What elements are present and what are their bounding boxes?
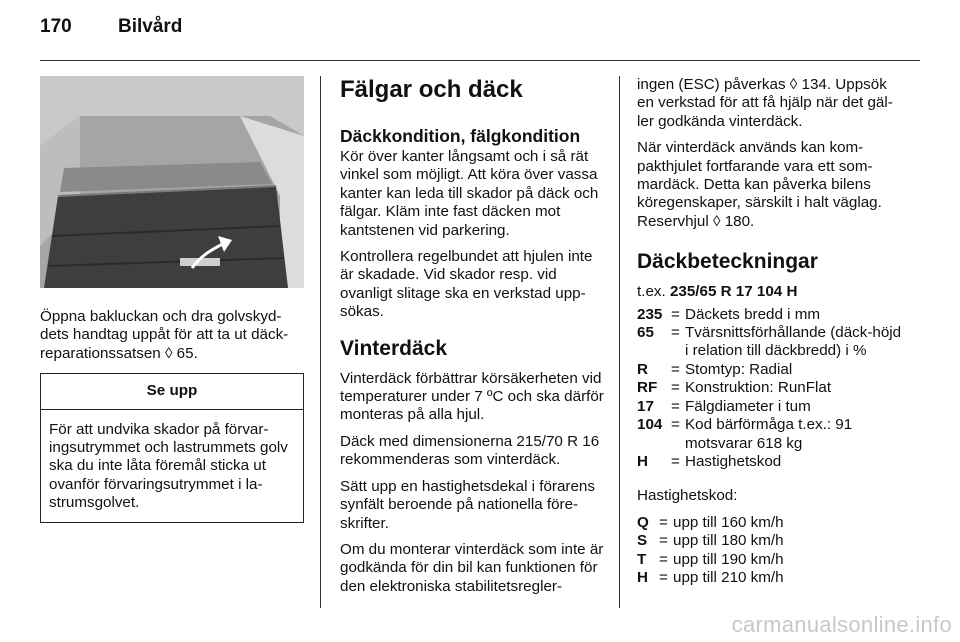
speed-value: upp till 210 km/h — [673, 568, 784, 586]
column-right — [637, 76, 903, 587]
equals-sign: = — [671, 324, 680, 342]
warning-body: För att undvika skador på förvar-ingsutrymmet och lastrummets golv ska du inte låta föremål sticka ut ovanför förvaringsutrymmet i la-strumsgolvet. — [49, 420, 288, 512]
column-divider-2 — [619, 76, 620, 608]
paragraph-esc-cont: ingen (ESC) påverkas ◊ 134. Uppsök en verkstad för att få hjälp när det gäl-ler godkända vinterdäck. — [637, 76, 893, 130]
watermark: carmanualsonline.info — [731, 612, 952, 637]
tyre-example-prefix: t.ex. — [637, 283, 666, 301]
equals-sign: = — [659, 550, 668, 568]
subheading-winter-tyres: Vinterdäck — [340, 336, 447, 360]
code-value: Kod bärförmåga t.ex.: 91 motsvarar 618 kg — [685, 416, 853, 452]
table-row — [637, 514, 903, 532]
paragraph-inspect: Kontrollera regelbundet att hjulen inte är skadade. Vid skador resp. vid ovanligt slitage ska en verkstad upp-sökas. — [340, 248, 593, 321]
code-key: RF — [637, 379, 658, 397]
speed-value: upp till 160 km/h — [673, 513, 784, 531]
equals-sign: = — [659, 532, 668, 550]
header-rule — [40, 60, 920, 61]
equals-sign: = — [671, 360, 680, 378]
code-value: Konstruktion: RunFlat — [685, 379, 832, 397]
column-left — [40, 76, 304, 523]
table-row — [637, 398, 903, 416]
tyre-code-table — [637, 306, 903, 472]
equals-sign: = — [671, 452, 680, 470]
code-key: H — [637, 452, 648, 470]
table-row — [637, 416, 903, 453]
page-title: Bilvård — [118, 16, 183, 37]
table-row — [637, 551, 903, 569]
code-value: Tvärsnittsförhållande (däck-höjd i relation till däckbredd) i % — [685, 324, 902, 360]
paragraph-compact-wheel: När vinterdäck används kan kom-pakthjulet fortfarande vara ett som-mardäck. Detta kan påverka bilens köregenskaper, särskilt i halt väglag. Reservhjul ◊ 180. — [637, 139, 882, 230]
equals-sign: = — [671, 416, 680, 434]
speed-value: upp till 190 km/h — [673, 550, 784, 568]
warning-title: Se upp — [41, 374, 303, 409]
equals-sign: = — [671, 397, 680, 415]
table-row — [637, 306, 903, 324]
code-value: Stomtyp: Radial — [685, 360, 793, 378]
code-key: 104 — [637, 416, 663, 434]
code-value: Hastighetskod — [685, 452, 782, 470]
table-row — [637, 361, 903, 379]
speed-value: upp till 180 km/h — [673, 532, 784, 550]
column-middle — [340, 76, 604, 604]
tyre-example — [637, 283, 903, 301]
subheading-condition: Däckkondition, fälgkondition — [340, 126, 581, 146]
trunk-floor-photo — [40, 76, 304, 288]
equals-sign: = — [659, 513, 668, 531]
warning-box — [40, 373, 304, 522]
table-row — [637, 324, 903, 361]
table-row — [637, 532, 903, 550]
section-heading-tyre-designations: Däckbeteckningar — [637, 250, 818, 274]
speed-key: H — [637, 568, 648, 586]
speed-key: S — [637, 532, 648, 550]
equals-sign: = — [671, 379, 680, 397]
tyre-example-value: 235/65 R 17 104 H — [669, 283, 798, 301]
paragraph-winter-safety: Vinterdäck förbättrar körsäkerheten vid temperaturer under 7 ºC och ska därför monteras på alla hjul. — [340, 369, 604, 424]
section-heading-rims-tyres: Fälgar och däck — [340, 76, 523, 103]
equals-sign: = — [659, 568, 668, 586]
code-value: Däckets bredd i mm — [685, 305, 821, 323]
paragraph-esc: Om du monterar vinterdäck som inte är godkända för din bil kan funktionen för den elektroniska stabilitetsregler- — [340, 540, 604, 595]
code-value: Fälgdiameter i tum — [685, 397, 811, 415]
page-number: 170 — [40, 16, 72, 37]
speed-code-label: Hastighetskod: — [637, 487, 738, 505]
code-key: R — [637, 360, 648, 378]
speed-key: Q — [637, 513, 649, 531]
table-row — [637, 569, 903, 587]
photo-caption: Öppna bakluckan och dra golvskyd-dets handtag uppåt för att ta ut däck-reparationssatsen ◊ 65. — [40, 308, 289, 362]
code-key: 235 — [637, 305, 663, 323]
speed-code-table — [637, 514, 903, 588]
trunk-floor-illustration — [40, 76, 304, 288]
speed-key: T — [637, 550, 647, 568]
code-key: 65 — [637, 324, 654, 342]
code-key: 17 — [637, 397, 654, 415]
equals-sign: = — [671, 305, 680, 323]
paragraph-winter-size: Däck med dimensionerna 215/70 R 16 rekommenderas som vinterdäck. — [340, 432, 600, 469]
column-divider-1 — [320, 76, 321, 608]
paragraph-driving-edges: Kör över kanter långsamt och i så rät vinkel som möjligt. Att köra över vassa kanter kan leda till skador på däck och fälgar. Kläm inte fast däcken mot kantstenen vid parkering. — [340, 148, 599, 239]
table-row — [637, 379, 903, 397]
paragraph-speed-sticker: Sätt upp en hastighetsdekal i förarens synfält beroende på nationella före-skrifter. — [340, 477, 595, 532]
table-row — [637, 453, 903, 471]
